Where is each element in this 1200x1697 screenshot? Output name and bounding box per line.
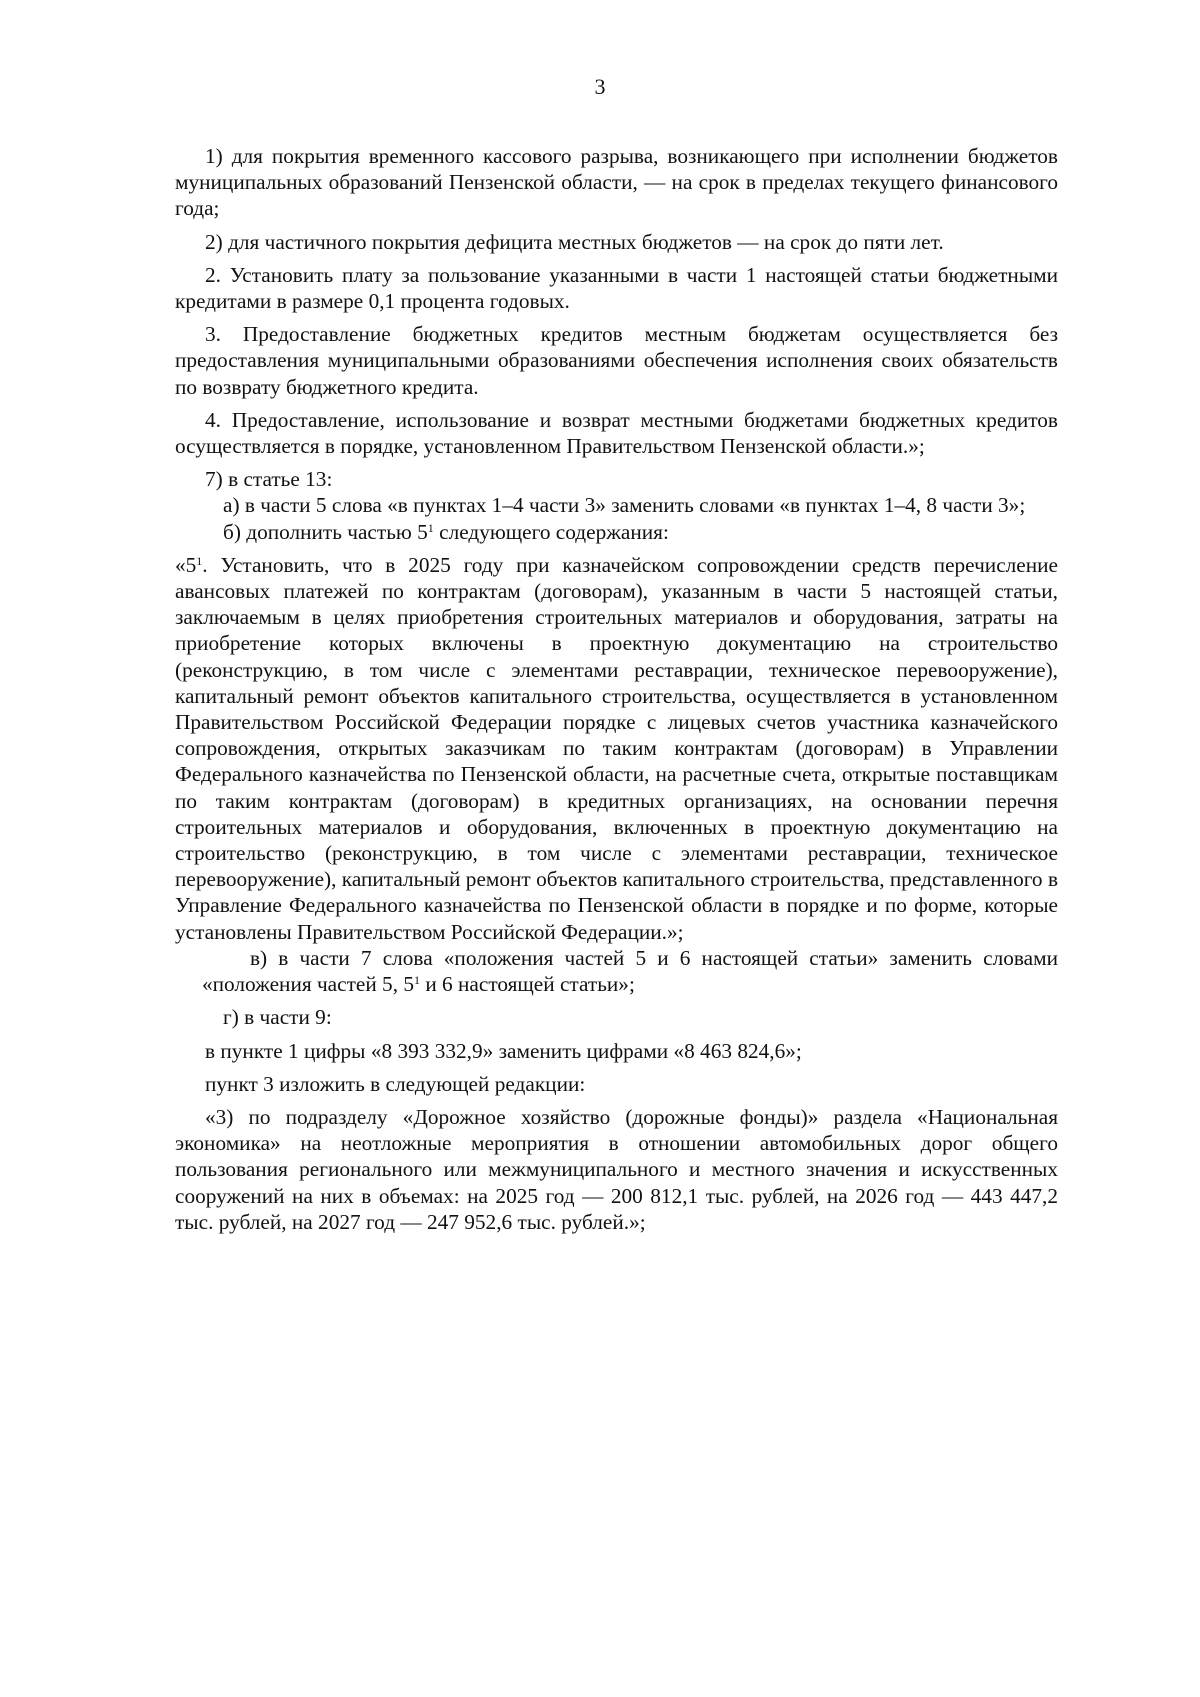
paragraph-9-superscript: 1: [196, 553, 203, 568]
paragraph-8-text-b: следующего содержания:: [433, 519, 669, 544]
page-number: 3: [594, 74, 606, 99]
paragraph-9-text-a: «5: [175, 552, 197, 577]
paragraph-13: пункт 3 изложить в следующей редакции:: [205, 1071, 586, 1096]
paragraph-3: 2. Установить плату за пользование указанными в части 1 настоящей статьи бюджетными кредитами в размере 0,1 процента годовых.: [175, 262, 1058, 314]
paragraph-6: 7) в статье 13:: [205, 467, 333, 492]
paragraph-10-text-a: в) в части 7 слова «положения частей 5 и 6 настоящей статьи» заменить словами «положения частей 5, 5: [202, 945, 1058, 997]
paragraph-8: [175, 519, 1058, 545]
paragraph-9-text-b: . Установить, что в 2025 году при казначейском сопровождении средств перечисление авансовых платежей по контрактам (договорам), указанным в части 5 настоящей статьи, заключаемым в целях приобретения строительных материалов и оборудования, затраты на приобретение которых включены в проектную документацию на строительство (реконструкцию, в том числе с элементами реставрации, техническое перевооружение), капитальный ремонт объектов капитального строительства, осуществляется в установленном Правительством Российской Федерации порядке с лицевых счетов участника казначейского сопровождения, открытых заказчикам по таким контрактам (договорам) в Управлении Федерального казначейства по Пензенской области, на расчетные счета, открытые поставщикам по таким контрактам (договорам) в кредитных организациях, на основании перечня строительных материалов и оборудования, включенных в проектную документацию на строительство (реконструкцию, в том числе с элементами реставрации, техническое перевооружение), капитальный ремонт объектов капитального строительства, представленного в Управление Федерального казначейства по Пензенской области в порядке и по форме, которые установлены Правительством Российской Федерации.»;: [175, 552, 1058, 944]
paragraph-14: «3) по подразделу «Дорожное хозяйство (дорожные фонды)» раздела «Национальная экономика» на неотложные мероприятия в отношении автомобильных дорог общего пользования регионального или межмуниципального и местного значения и искусственных сооружений на них в объемах: на 2025 год — 200 812,1 тыс. рублей, на 2026 год — 443 447,2 тыс. рублей, на 2027 год — 247 952,6 тыс. рублей.»;: [175, 1104, 1058, 1234]
paragraph-11: г) в части 9:: [223, 1005, 332, 1030]
document-body: [175, 143, 1058, 1242]
paragraph-1: 1) для покрытия временного кассового разрыва, возникающего при исполнении бюджетов муниципальных образований Пензенской области, — на срок в пределах текущего финансового года;: [175, 144, 1058, 221]
paragraph-7: а) в части 5 слова «в пунктах 1–4 части 3» заменить словами «в пунктах 1–4, 8 части 3»;: [223, 493, 1026, 518]
paragraph-12: в пункте 1 цифры «8 393 332,9» заменить цифрами «8 463 824,6»;: [205, 1038, 802, 1063]
paragraph-5: 4. Предоставление, использование и возврат местными бюджетами бюджетных кредитов осуществляется в порядке, установленном Правительством Пензенской области.»;: [175, 407, 1058, 459]
paragraph-9: [175, 552, 1058, 945]
paragraph-10-text-b: и 6 настоящей статьи»;: [420, 972, 635, 997]
paragraph-8-superscript: 1: [427, 520, 434, 535]
paragraph-4: 3. Предоставление бюджетных кредитов местным бюджетам осуществляется без предоставления муниципальными образованиями обеспечения исполнения своих обязательств по возврату бюджетного кредита.: [175, 322, 1058, 399]
paragraph-10-superscript: 1: [414, 972, 421, 987]
paragraph-10: [175, 945, 1058, 997]
paragraph-2: 2) для частичного покрытия дефицита местных бюджетов — на срок до пяти лет.: [205, 229, 944, 254]
paragraph-8-text-a: б) дополнить частью 5: [223, 519, 428, 544]
